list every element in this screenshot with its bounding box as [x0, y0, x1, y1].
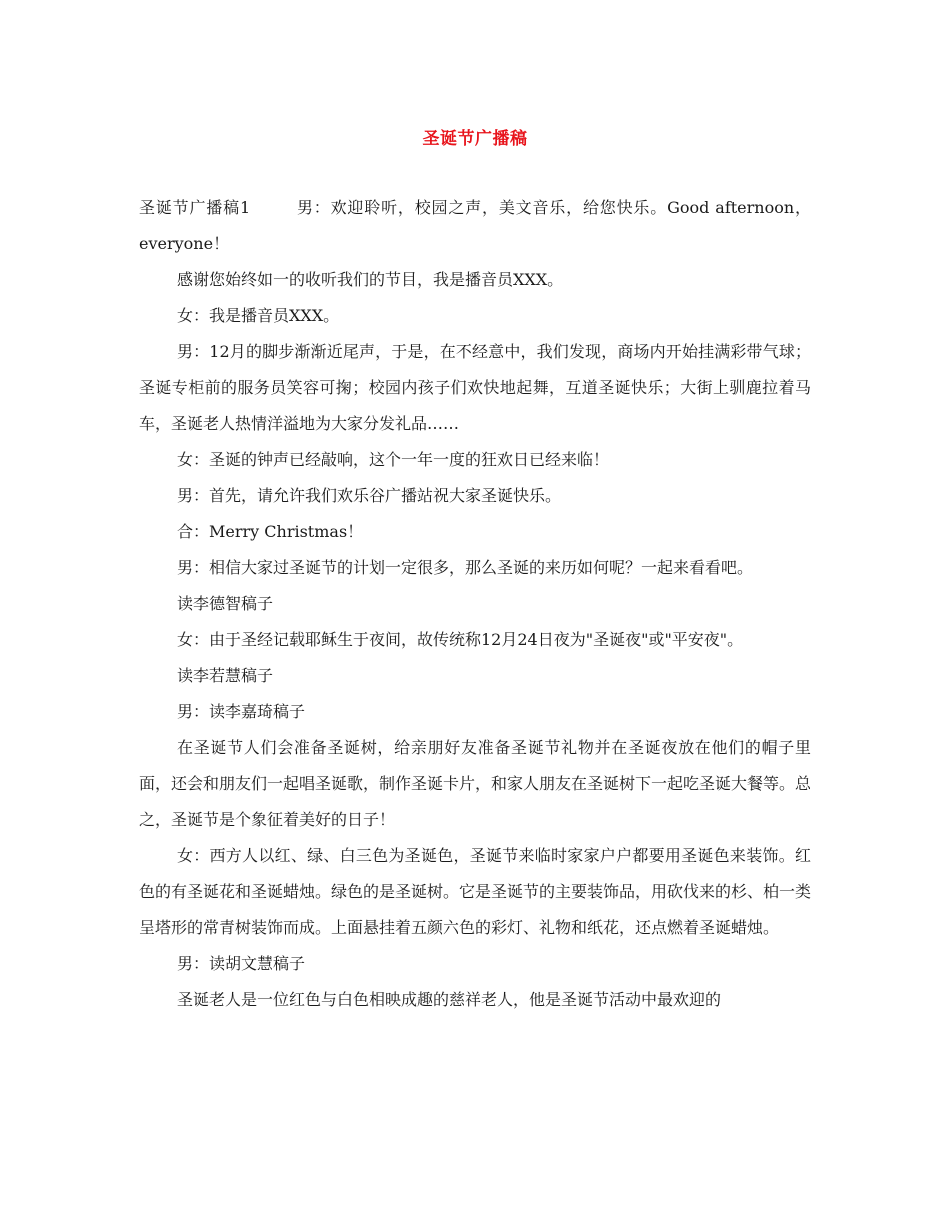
- paragraph: 女：圣诞的钟声已经敲响，这个一年一度的狂欢日已经来临！: [177, 450, 610, 469]
- paragraph: 女：由于圣经记载耶稣生于夜间，故传统称12月24日夜为"圣诞夜"或"平安夜"。: [177, 630, 744, 649]
- document-body: [139, 190, 811, 1018]
- paragraph: 男：相信大家过圣诞节的计划一定很多，那么圣诞的来历如何呢？一起来看看吧。: [177, 558, 754, 577]
- paragraph-text: 男：欢迎聆听，校园之声，美文音乐，给您快乐。Good afternoon， everyone！: [139, 198, 811, 253]
- page-title: 圣诞节广播稿: [422, 129, 528, 149]
- paragraph: 男：读李嘉琦稿子: [177, 702, 306, 721]
- paragraph: 在圣诞节人们会准备圣诞树，给亲朋好友准备圣诞节礼物并在圣诞夜放在他们的帽子里面，还会和朋友们一起唱圣诞歌，制作圣诞卡片，和家人朋友在圣诞树下一起吃圣诞大餐等。总之，圣诞节是个象征着美好的日子！: [139, 738, 812, 829]
- paragraph: 感谢您始终如一的收听我们的节目，我是播音员XXX。: [177, 270, 564, 289]
- paragraph: 圣诞老人是一位红色与白色相映成趣的慈祥老人，他是圣诞节活动中最欢迎的: [177, 990, 722, 1009]
- paragraph: 读李德智稿子: [177, 594, 274, 613]
- paragraph-first: [139, 190, 811, 262]
- paragraph: 读李若慧稿子: [177, 666, 274, 685]
- paragraph: 女：西方人以红、绿、白三色为圣诞色，圣诞节来临时家家户户都要用圣诞色来装饰。红色的有圣诞花和圣诞蜡烛。绿色的是圣诞树。它是圣诞节的主要装饰品，用砍伐来的杉、柏一类呈塔形的常青树装饰而成。上面悬挂着五颜六色的彩灯、礼物和纸花，还点燃着圣诞蜡烛。: [139, 846, 812, 937]
- heading-label: 圣诞节广播稿1: [139, 198, 251, 217]
- paragraph: 男：12月的脚步渐渐近尾声，于是，在不经意中，我们发现，商场内开始挂满彩带气球；圣诞专柜前的服务员笑容可掬；校园内孩子们欢快地起舞，互道圣诞快乐；大街上驯鹿拉着马车，圣诞老人热情洋溢地为大家分发礼品……: [139, 342, 811, 433]
- paragraph: 女：我是播音员XXX。: [177, 306, 340, 325]
- paragraph: 合：Merry Christmas！: [177, 522, 364, 541]
- paragraph: 男：读胡文慧稿子: [177, 954, 306, 973]
- paragraph: 男：首先，请允许我们欢乐谷广播站祝大家圣诞快乐。: [177, 486, 562, 505]
